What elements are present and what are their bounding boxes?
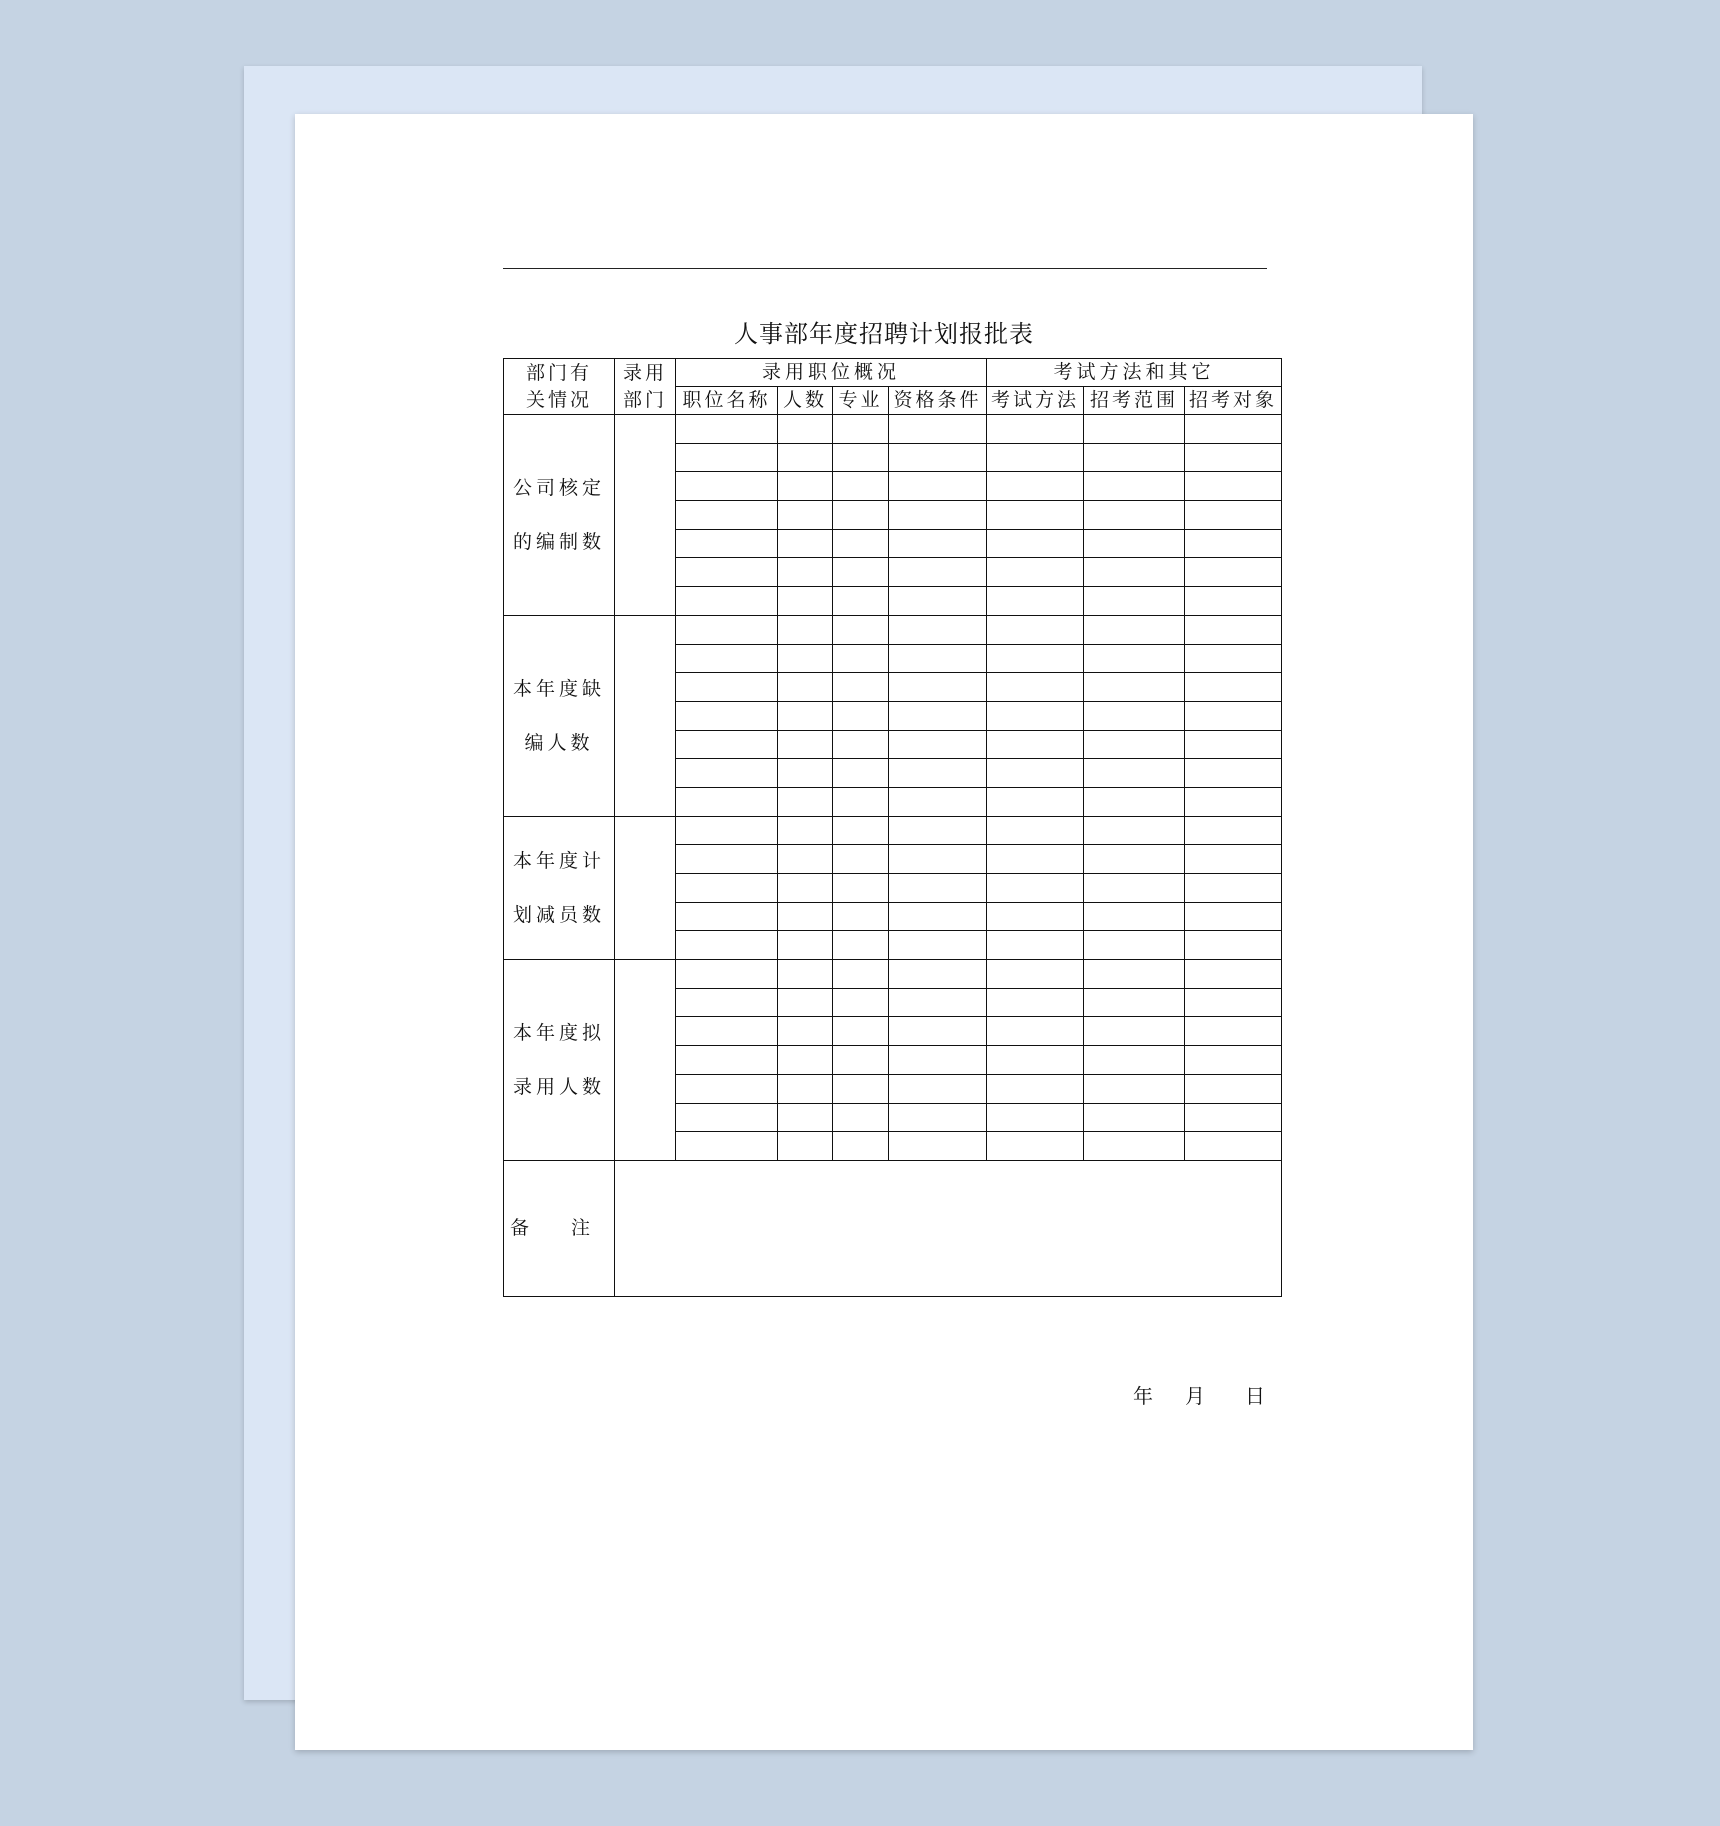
table-row xyxy=(504,415,1282,444)
remarks-label: 备 注 xyxy=(504,1160,615,1296)
table-cell[interactable] xyxy=(1185,787,1282,816)
table-row xyxy=(504,816,1282,845)
header-exam-and-other: 考试方法和其它 xyxy=(987,359,1282,387)
header-hiring-dept: 录用 部门 xyxy=(615,359,676,415)
table-cell[interactable] xyxy=(833,1103,889,1132)
table-cell[interactable] xyxy=(889,415,987,444)
table-cell[interactable] xyxy=(1084,443,1185,472)
table-cell[interactable] xyxy=(1185,730,1282,759)
table-cell[interactable] xyxy=(778,673,833,702)
table-cell[interactable] xyxy=(833,501,889,530)
table-cell[interactable] xyxy=(676,529,778,558)
table-cell[interactable] xyxy=(987,988,1084,1017)
table-cell[interactable] xyxy=(987,1132,1084,1161)
table-cell[interactable] xyxy=(889,988,987,1017)
table-cell[interactable] xyxy=(833,816,889,845)
table-cell[interactable] xyxy=(889,644,987,673)
table-cell[interactable] xyxy=(778,787,833,816)
table-cell[interactable] xyxy=(889,558,987,587)
table-cell[interactable] xyxy=(833,558,889,587)
table-cell[interactable] xyxy=(676,730,778,759)
section-label: 本年度拟 录用人数 xyxy=(504,960,615,1161)
table-cell[interactable] xyxy=(1185,759,1282,788)
table-cell[interactable] xyxy=(1084,501,1185,530)
table-cell[interactable] xyxy=(676,587,778,616)
table-cell[interactable] xyxy=(889,787,987,816)
table-cell[interactable] xyxy=(987,874,1084,903)
table-cell[interactable] xyxy=(1185,1017,1282,1046)
table-cell[interactable] xyxy=(676,615,778,644)
table-cell[interactable] xyxy=(833,1017,889,1046)
table-cell[interactable] xyxy=(778,443,833,472)
table-cell[interactable] xyxy=(1185,845,1282,874)
table-cell[interactable] xyxy=(1185,1132,1282,1161)
table-row xyxy=(504,960,1282,989)
table-cell[interactable] xyxy=(778,558,833,587)
table-cell[interactable] xyxy=(889,845,987,874)
table-cell[interactable] xyxy=(676,988,778,1017)
table-cell[interactable] xyxy=(889,730,987,759)
table-cell[interactable] xyxy=(1185,701,1282,730)
table-cell[interactable] xyxy=(1185,816,1282,845)
table-cell[interactable] xyxy=(889,472,987,501)
table-cell[interactable] xyxy=(1185,644,1282,673)
table-cell[interactable] xyxy=(889,1132,987,1161)
year-label: 年 xyxy=(1133,1384,1153,1408)
table-cell[interactable] xyxy=(676,874,778,903)
table-cell[interactable] xyxy=(778,587,833,616)
table-cell[interactable] xyxy=(833,1074,889,1103)
table-cell[interactable] xyxy=(1185,673,1282,702)
table-cell[interactable] xyxy=(1185,931,1282,960)
table-cell[interactable] xyxy=(778,874,833,903)
table-cell[interactable] xyxy=(1084,673,1185,702)
table-cell[interactable] xyxy=(833,845,889,874)
table-cell[interactable] xyxy=(1084,701,1185,730)
table-cell[interactable] xyxy=(778,472,833,501)
table-cell[interactable] xyxy=(676,845,778,874)
table-cell[interactable] xyxy=(676,558,778,587)
table-cell[interactable] xyxy=(833,730,889,759)
table-cell[interactable] xyxy=(987,673,1084,702)
table-cell[interactable] xyxy=(987,472,1084,501)
table-cell[interactable] xyxy=(1084,960,1185,989)
table-cell[interactable] xyxy=(987,845,1084,874)
table-cell[interactable] xyxy=(1084,415,1185,444)
table-cell[interactable] xyxy=(987,787,1084,816)
section-label: 公司核定 的编制数 xyxy=(504,415,615,616)
table-cell[interactable] xyxy=(778,1074,833,1103)
table-cell[interactable] xyxy=(833,902,889,931)
table-cell[interactable] xyxy=(987,931,1084,960)
table-cell[interactable] xyxy=(1084,1074,1185,1103)
table-cell[interactable] xyxy=(833,759,889,788)
table-cell[interactable] xyxy=(889,501,987,530)
header-dept-info: 部门有 关情况 xyxy=(504,359,615,415)
table-cell[interactable] xyxy=(987,759,1084,788)
remarks-cell[interactable] xyxy=(615,1160,1282,1296)
column-header: 招考对象 xyxy=(1185,387,1282,415)
table-cell[interactable] xyxy=(1185,1046,1282,1075)
document-page xyxy=(295,114,1473,1750)
table-cell[interactable] xyxy=(833,587,889,616)
table-cell[interactable] xyxy=(1185,1103,1282,1132)
table-cell[interactable] xyxy=(676,415,778,444)
column-header: 考试方法 xyxy=(987,387,1084,415)
hiring-dept-cell[interactable] xyxy=(615,960,676,1161)
hiring-dept-cell[interactable] xyxy=(615,615,676,816)
table-cell[interactable] xyxy=(676,816,778,845)
table-cell[interactable] xyxy=(1084,644,1185,673)
table-cell[interactable] xyxy=(833,615,889,644)
table-cell[interactable] xyxy=(778,415,833,444)
table-cell[interactable] xyxy=(778,701,833,730)
table-cell[interactable] xyxy=(1084,845,1185,874)
table-cell[interactable] xyxy=(987,701,1084,730)
table-cell[interactable] xyxy=(833,787,889,816)
table-cell[interactable] xyxy=(1084,529,1185,558)
table-cell[interactable] xyxy=(676,759,778,788)
table-cell[interactable] xyxy=(987,644,1084,673)
table-cell[interactable] xyxy=(676,673,778,702)
table-cell[interactable] xyxy=(833,931,889,960)
table-cell[interactable] xyxy=(1185,615,1282,644)
table-cell[interactable] xyxy=(1084,587,1185,616)
table-cell[interactable] xyxy=(889,1074,987,1103)
table-cell[interactable] xyxy=(889,1017,987,1046)
table-cell[interactable] xyxy=(833,644,889,673)
table-cell[interactable] xyxy=(1084,931,1185,960)
header-rule xyxy=(503,268,1267,269)
table-cell[interactable] xyxy=(676,1017,778,1046)
table-cell[interactable] xyxy=(778,1103,833,1132)
month-label: 月 xyxy=(1185,1384,1205,1408)
table-cell[interactable] xyxy=(1185,529,1282,558)
column-header: 人数 xyxy=(778,387,833,415)
header-position-overview: 录用职位概况 xyxy=(676,359,987,387)
table-cell[interactable] xyxy=(987,615,1084,644)
table-cell[interactable] xyxy=(987,587,1084,616)
table-cell[interactable] xyxy=(1084,615,1185,644)
table-cell[interactable] xyxy=(833,1046,889,1075)
table-cell[interactable] xyxy=(889,931,987,960)
table-cell[interactable] xyxy=(987,558,1084,587)
table-cell[interactable] xyxy=(889,701,987,730)
table-cell[interactable] xyxy=(987,501,1084,530)
table-cell[interactable] xyxy=(778,615,833,644)
table-cell[interactable] xyxy=(1084,1132,1185,1161)
table-cell[interactable] xyxy=(987,816,1084,845)
table-cell[interactable] xyxy=(987,730,1084,759)
table-cell[interactable] xyxy=(676,472,778,501)
table-cell[interactable] xyxy=(676,960,778,989)
table-cell[interactable] xyxy=(676,1046,778,1075)
table-cell[interactable] xyxy=(889,529,987,558)
table-cell[interactable] xyxy=(1185,415,1282,444)
table-cell[interactable] xyxy=(676,1103,778,1132)
section-label: 本年度缺 编人数 xyxy=(504,615,615,816)
table-cell[interactable] xyxy=(1084,1046,1185,1075)
table-cell[interactable] xyxy=(676,931,778,960)
table-cell[interactable] xyxy=(1084,472,1185,501)
table-cell[interactable] xyxy=(1185,501,1282,530)
table-cell[interactable] xyxy=(987,1103,1084,1132)
table-cell[interactable] xyxy=(1084,1103,1185,1132)
table-cell[interactable] xyxy=(1185,472,1282,501)
table-cell[interactable] xyxy=(676,1074,778,1103)
table-cell[interactable] xyxy=(778,529,833,558)
table-cell[interactable] xyxy=(778,931,833,960)
table-cell[interactable] xyxy=(676,644,778,673)
table-cell[interactable] xyxy=(1084,1017,1185,1046)
table-cell[interactable] xyxy=(1185,1074,1282,1103)
table-cell[interactable] xyxy=(676,787,778,816)
table-cell[interactable] xyxy=(778,730,833,759)
table-cell[interactable] xyxy=(778,960,833,989)
table-cell[interactable] xyxy=(889,587,987,616)
table-cell[interactable] xyxy=(778,816,833,845)
table-cell[interactable] xyxy=(987,902,1084,931)
table-cell[interactable] xyxy=(1185,558,1282,587)
table-cell[interactable] xyxy=(778,845,833,874)
column-header: 招考范围 xyxy=(1084,387,1185,415)
hiring-dept-cell[interactable] xyxy=(615,415,676,616)
table-cell[interactable] xyxy=(833,529,889,558)
date-line xyxy=(1133,1380,1265,1409)
table-cell[interactable] xyxy=(1084,988,1185,1017)
table-cell[interactable] xyxy=(889,902,987,931)
table-cell[interactable] xyxy=(1084,759,1185,788)
table-cell[interactable] xyxy=(676,701,778,730)
document-title: 人事部年度招聘计划报批表 xyxy=(734,320,1034,348)
table-cell[interactable] xyxy=(1185,988,1282,1017)
table-cell[interactable] xyxy=(676,443,778,472)
table-cell[interactable] xyxy=(1084,816,1185,845)
table-cell[interactable] xyxy=(987,1074,1084,1103)
table-cell[interactable] xyxy=(778,988,833,1017)
table-cell[interactable] xyxy=(833,443,889,472)
table-cell[interactable] xyxy=(676,902,778,931)
section-label: 本年度计 划减员数 xyxy=(504,816,615,959)
column-header: 职位名称 xyxy=(676,387,778,415)
table-cell[interactable] xyxy=(1084,874,1185,903)
remarks-row xyxy=(504,1160,1282,1296)
table-cell[interactable] xyxy=(1185,902,1282,931)
table-cell[interactable] xyxy=(889,443,987,472)
table-cell[interactable] xyxy=(1084,558,1185,587)
table-cell[interactable] xyxy=(987,960,1084,989)
table-cell[interactable] xyxy=(1084,902,1185,931)
column-header: 专业 xyxy=(833,387,889,415)
table-cell[interactable] xyxy=(987,529,1084,558)
table-cell[interactable] xyxy=(833,960,889,989)
table-cell[interactable] xyxy=(987,1046,1084,1075)
table-cell[interactable] xyxy=(833,673,889,702)
table-cell[interactable] xyxy=(1185,874,1282,903)
table-cell[interactable] xyxy=(676,501,778,530)
table-cell[interactable] xyxy=(676,1132,778,1161)
table-cell[interactable] xyxy=(1084,730,1185,759)
table-cell[interactable] xyxy=(987,443,1084,472)
table-cell[interactable] xyxy=(987,415,1084,444)
table-cell[interactable] xyxy=(889,1046,987,1075)
table-cell[interactable] xyxy=(778,501,833,530)
table-cell[interactable] xyxy=(889,1103,987,1132)
table-cell[interactable] xyxy=(778,1017,833,1046)
table-cell[interactable] xyxy=(833,1132,889,1161)
table-row xyxy=(504,615,1282,644)
table-cell[interactable] xyxy=(833,415,889,444)
table-cell[interactable] xyxy=(1084,787,1185,816)
table-cell[interactable] xyxy=(778,1046,833,1075)
recruitment-plan-table xyxy=(503,358,1282,1297)
table-cell[interactable] xyxy=(987,1017,1084,1046)
table-cell[interactable] xyxy=(889,615,987,644)
table-cell[interactable] xyxy=(833,988,889,1017)
table-cell[interactable] xyxy=(889,673,987,702)
column-header: 资格条件 xyxy=(889,387,987,415)
table-cell[interactable] xyxy=(1185,960,1282,989)
day-label: 日 xyxy=(1245,1384,1265,1408)
table-cell[interactable] xyxy=(833,874,889,903)
table-cell[interactable] xyxy=(833,472,889,501)
table-cell[interactable] xyxy=(889,874,987,903)
table-cell[interactable] xyxy=(889,960,987,989)
table-cell[interactable] xyxy=(1185,587,1282,616)
table-cell[interactable] xyxy=(833,701,889,730)
table-cell[interactable] xyxy=(778,759,833,788)
table-cell[interactable] xyxy=(889,816,987,845)
table-cell[interactable] xyxy=(778,644,833,673)
table-cell[interactable] xyxy=(778,1132,833,1161)
hiring-dept-cell[interactable] xyxy=(615,816,676,959)
table-cell[interactable] xyxy=(778,902,833,931)
table-cell[interactable] xyxy=(1185,443,1282,472)
table-cell[interactable] xyxy=(889,759,987,788)
